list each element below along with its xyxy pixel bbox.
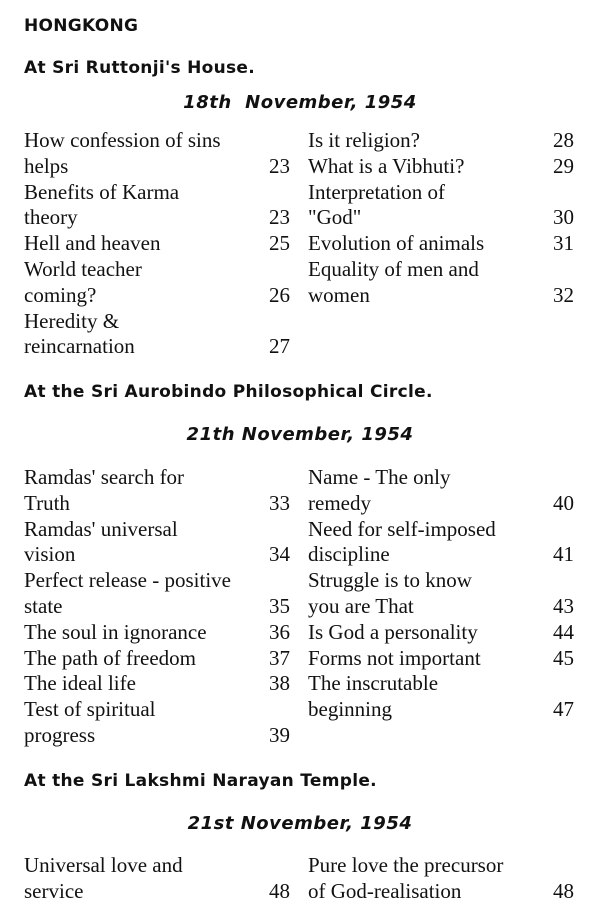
toc-entry [308, 853, 574, 905]
venue-heading-lakshmi-narayan: At the Sri Lakshmi Narayan Temple. [24, 771, 377, 791]
toc-page-number: 44 [553, 619, 574, 644]
toc-entry-title: beginning [308, 697, 392, 722]
toc-entry-line [308, 180, 574, 206]
toc-page-number: 26 [269, 282, 290, 307]
toc-page-number: 29 [553, 153, 574, 178]
toc-page-number: 28 [553, 128, 574, 152]
toc-entry-line [308, 491, 574, 517]
toc-entry-line [308, 879, 574, 905]
toc-page-number: 25 [269, 231, 290, 256]
toc-entry-title: Benefits of Karma [24, 179, 180, 204]
toc-entry [308, 465, 574, 517]
toc-entry [308, 671, 574, 723]
toc-entry-line [24, 671, 290, 697]
toc-entry [308, 257, 574, 309]
toc-entry-line [308, 465, 574, 491]
toc-page-number: 23 [269, 153, 290, 178]
toc-entry-line [24, 620, 290, 646]
date-heading-21st-november: 21st November, 1954 [187, 813, 413, 834]
toc-page-number: 23 [269, 205, 290, 230]
toc-entry-title: discipline [308, 542, 390, 567]
place-heading: HONGKONG [24, 16, 139, 36]
toc-entry-title: Test of spiritual [24, 697, 156, 722]
toc-entry [308, 620, 574, 646]
toc-entry-line [24, 154, 290, 180]
date-heading-21th-november: 21th November, 1954 [186, 424, 414, 445]
toc-entry [24, 646, 290, 672]
toc-page-number: 30 [553, 205, 574, 230]
toc-entry-line [24, 309, 290, 335]
toc-entry-line [308, 697, 574, 723]
section-2-left-column [24, 465, 290, 749]
toc-entry-title: Struggle is to know [308, 568, 472, 593]
toc-page-number: 36 [269, 619, 290, 644]
toc-entry-line [308, 542, 574, 568]
toc-entry-title: Perfect release - positive [24, 568, 231, 593]
toc-entry-title: Name - The only [308, 465, 451, 489]
toc-entry-title: women [308, 282, 370, 307]
toc-entry-title: remedy [308, 490, 371, 515]
toc-entry-line [308, 283, 574, 309]
toc-entry-line [24, 723, 290, 749]
toc-entry [24, 517, 290, 569]
section-1-right-column [308, 128, 574, 309]
toc-entry-title: The path of freedom [24, 645, 197, 670]
toc-entry-title: progress [24, 722, 96, 747]
toc-page-number: 38 [269, 671, 290, 696]
toc-entry-title: Ramdas' universal [24, 516, 178, 541]
toc-entry [24, 620, 290, 646]
section-3-left-column [24, 853, 290, 905]
toc-entry-title: theory [24, 205, 78, 230]
venue-heading-ruttonji: At Sri Ruttonji's House. [24, 58, 256, 78]
toc-entry-title: Truth [24, 490, 70, 515]
toc-entry-line [308, 517, 574, 543]
toc-entry-title: What is a Vibhuti? [308, 153, 465, 178]
toc-entry-line [24, 517, 290, 543]
toc-entry-line [308, 594, 574, 620]
toc-entry-title: Is God a personality [308, 619, 478, 644]
toc-entry-line [24, 283, 290, 309]
section-3-right-column [308, 853, 574, 905]
toc-entry [24, 231, 290, 257]
toc-entry-line [24, 491, 290, 517]
toc-entry-title: Interpretation of [308, 179, 446, 204]
toc-entry [24, 309, 290, 361]
toc-entry-title: Pure love the precursor [308, 853, 504, 877]
toc-entry-title: vision [24, 542, 76, 567]
toc-page-number: 40 [553, 490, 574, 515]
toc-entry [24, 180, 290, 232]
toc-entry-line [24, 257, 290, 283]
toc-entry [24, 465, 290, 517]
venue-heading-aurobindo: At the Sri Aurobindo Philosophical Circle. [24, 382, 433, 402]
toc-entry-title: Hell and heaven [24, 231, 161, 256]
toc-entry-line [308, 205, 574, 231]
section-1-left-column [24, 128, 290, 360]
toc-entry-line [308, 620, 574, 646]
toc-entry-line [24, 128, 290, 154]
toc-entry-line [24, 594, 290, 620]
toc-page-number: 27 [269, 334, 290, 359]
toc-entry [24, 853, 290, 905]
toc-entry-title: The soul in ignorance [24, 619, 207, 644]
toc-entry-line [24, 180, 290, 206]
toc-entry-title: reincarnation [24, 334, 135, 359]
toc-entry-line [24, 205, 290, 231]
section-2-right-column [308, 465, 574, 723]
toc-entry-title: Equality of men and [308, 256, 479, 281]
toc-entry-line [308, 257, 574, 283]
toc-entry [24, 568, 290, 620]
toc-entry-line [24, 879, 290, 905]
toc-page-number: 34 [269, 542, 290, 567]
toc-entry-line [24, 568, 290, 594]
toc-entry-line [308, 568, 574, 594]
toc-entry-title: The inscrutable [308, 671, 439, 696]
toc-entry-title: The ideal life [24, 671, 136, 696]
toc-entry-title: Heredity & [24, 308, 120, 333]
toc-entry-title: World teacher [24, 256, 142, 281]
toc-page-number: 47 [553, 697, 574, 722]
toc-entry-title: state [24, 593, 63, 618]
toc-entry-line [24, 465, 290, 491]
toc-entry-title: Universal love and [24, 853, 183, 877]
toc-page-number: 37 [269, 645, 290, 670]
toc-entry-line [308, 231, 574, 257]
toc-entry-line [308, 128, 574, 154]
toc-page-number: 31 [553, 231, 574, 256]
toc-entry [308, 568, 574, 620]
toc-entry [308, 646, 574, 672]
toc-entry-line [308, 646, 574, 672]
toc-page-number: 45 [553, 645, 574, 670]
toc-entry [308, 154, 574, 180]
toc-entry-line [24, 542, 290, 568]
date-heading-18th-november: 18th November, 1954 [183, 92, 417, 113]
toc-entry-line [24, 697, 290, 723]
toc-page-number: 43 [553, 593, 574, 618]
toc-page-number: 41 [553, 542, 574, 567]
toc-entry [308, 128, 574, 154]
toc-entry-line [24, 334, 290, 360]
toc-entry-title: of God-realisation [308, 878, 462, 903]
toc-entry-title: helps [24, 153, 69, 178]
toc-page-number: 48 [269, 878, 290, 903]
toc-entry [24, 671, 290, 697]
toc-entry [308, 180, 574, 232]
toc-page-number: 35 [269, 593, 290, 618]
toc-page-number: 48 [553, 878, 574, 903]
toc-entry-line [308, 853, 574, 879]
toc-page-number: 39 [269, 722, 290, 747]
toc-entry-title: Is it religion? [308, 128, 420, 152]
toc-entry-line [24, 853, 290, 879]
toc-entry-title: How confession of sins [24, 128, 221, 152]
toc-entry-line [24, 646, 290, 672]
toc-entry [24, 697, 290, 749]
toc-page-number: 33 [269, 490, 290, 515]
toc-entry [24, 128, 290, 180]
toc-entry-title: Ramdas' search for [24, 465, 185, 489]
toc-entry-line [24, 231, 290, 257]
toc-entry [24, 257, 290, 309]
toc-entry [308, 231, 574, 257]
toc-entry-title: "God" [308, 205, 362, 230]
toc-entry-title: you are That [308, 593, 414, 618]
toc-entry [308, 517, 574, 569]
toc-entry-line [308, 671, 574, 697]
toc-page-number: 32 [553, 282, 574, 307]
toc-entry-line [308, 154, 574, 180]
toc-entry-title: coming? [24, 282, 97, 307]
toc-entry-title: Need for self-imposed [308, 516, 496, 541]
toc-entry-title: service [24, 878, 84, 903]
toc-entry-title: Forms not important [308, 645, 481, 670]
toc-entry-title: Evolution of animals [308, 231, 485, 256]
